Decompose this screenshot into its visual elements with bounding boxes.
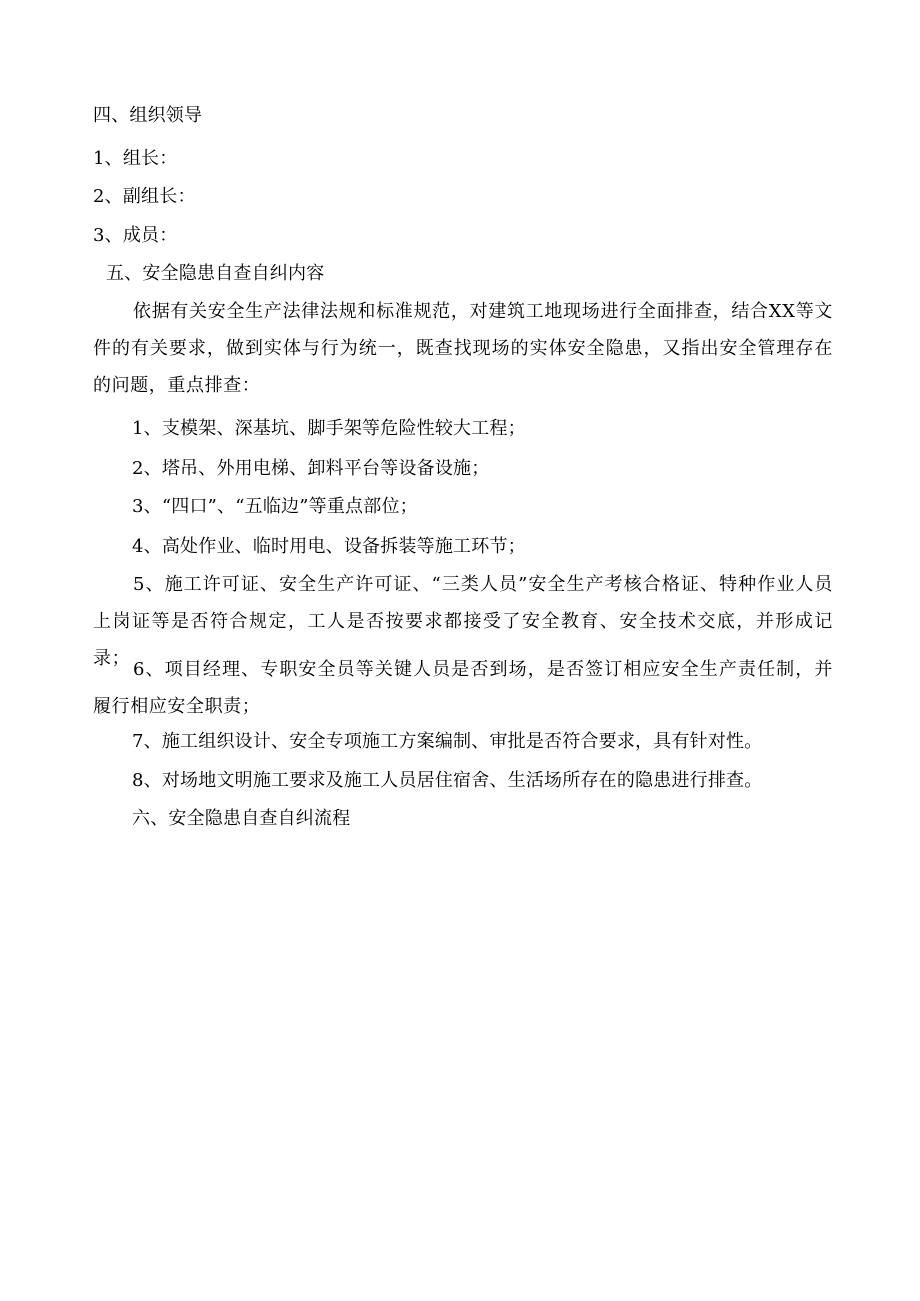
leader-line: 1、组长： bbox=[93, 148, 178, 169]
list-item: 3、“四口”、“五临边”等重点部位； bbox=[132, 496, 418, 517]
list-item: 5、施工许可证、安全生产许可证、“三类人员”安全生产考核合格证、特种作业人员上岗证等是否符合规定，工人是否按要求都接受了安全教育、安全技术交底，并形成记录； bbox=[93, 574, 833, 669]
list-item: 7、施工组织设计、安全专项施工方案编制、审批是否符合要求，具有针对性。 bbox=[132, 731, 763, 752]
list-item: 6、项目经理、专职安全员等关键人员是否到场，是否签订相应安全生产责任制，并履行相应安全职责； bbox=[93, 659, 833, 717]
section-six-heading: 六、安全隐患自查自纠流程 bbox=[132, 808, 351, 829]
list-item: 2、塔吊、外用电梯、卸料平台等设备设施； bbox=[132, 458, 490, 479]
list-item: 4、高处作业、临时用电、设备拆装等施工环节； bbox=[132, 536, 526, 557]
list-item: 8、对场地文明施工要求及施工人员居住宿舍、生活场所存在的隐患进行排查。 bbox=[132, 770, 763, 791]
section-five-heading: 五、安全隐患自查自纠内容 bbox=[106, 263, 325, 284]
members-line: 3、成员： bbox=[93, 225, 178, 246]
list-item: 1、支模架、深基坑、脚手架等危险性较大工程； bbox=[132, 418, 526, 439]
section-four-heading: 四、组织领导 bbox=[93, 105, 203, 126]
intro-paragraph: 依据有关安全生产法律法规和标准规范，对建筑工地现场进行全面排查，结合XX等文件的有关要求，做到实体与行为统一，既查找现场的实体安全隐患，又指出安全管理存在的问题，重点排查： bbox=[93, 301, 833, 396]
deputy-leader-line: 2、副组长： bbox=[93, 186, 196, 207]
